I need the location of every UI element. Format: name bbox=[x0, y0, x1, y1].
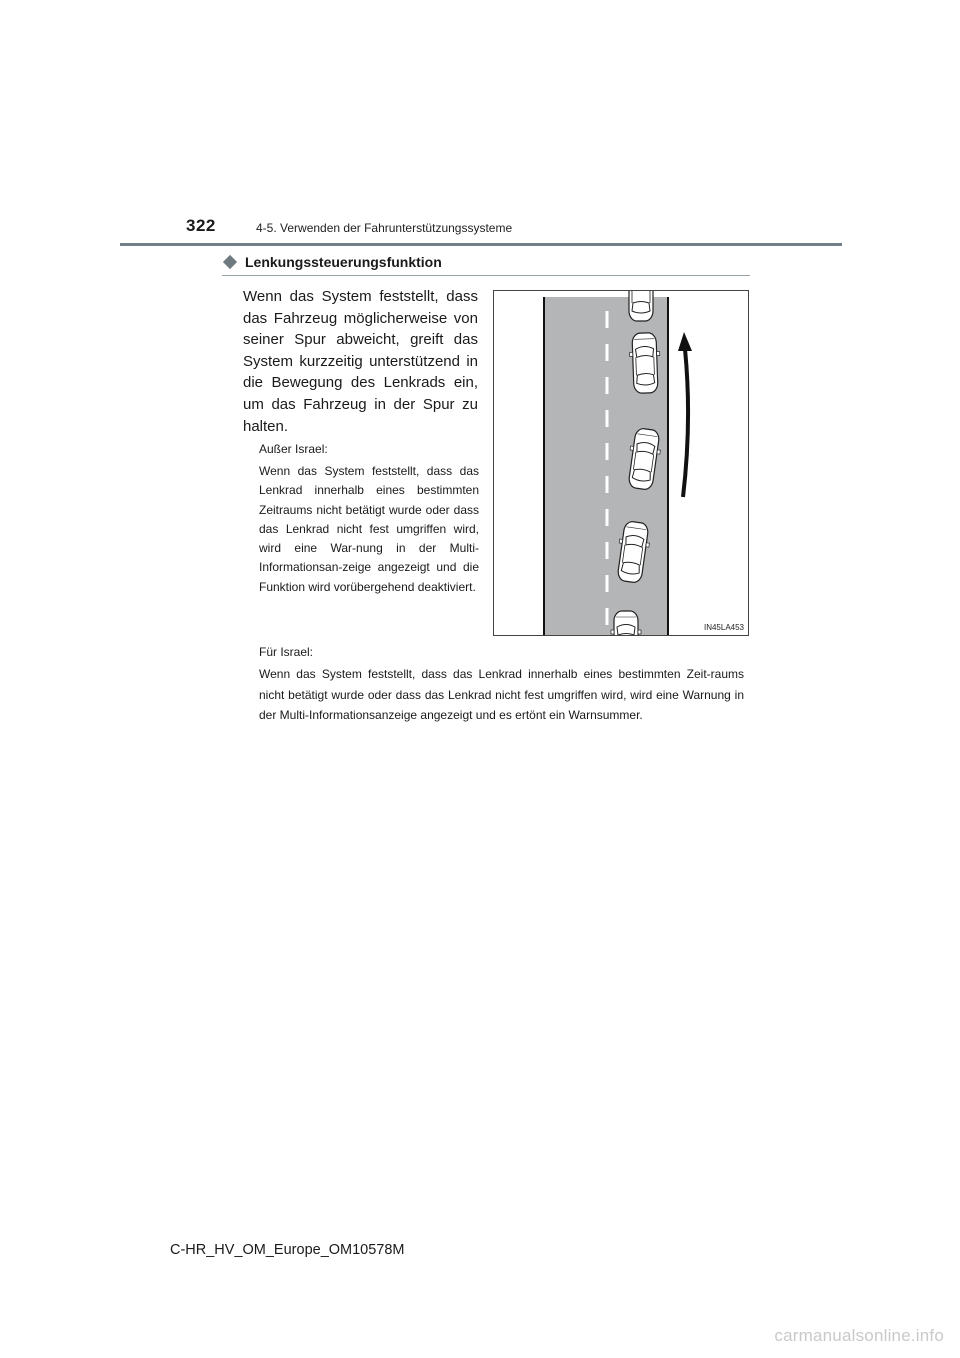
diamond-bullet-icon bbox=[223, 255, 237, 269]
chapter-title: 4-5. Verwenden der Fahrunterstützungssysteme bbox=[256, 221, 513, 235]
lane-assist-figure bbox=[493, 290, 749, 636]
main-paragraph: Wenn das System feststellt, dass das Fahrzeug möglicherweise von seiner Spur abweicht, greift das System kurzzeitig unterstützend in die Bewegung des Lenkrads ein, um das Fahrzeug in der Spur zu halten. bbox=[243, 288, 478, 435]
figure-id: IN45LA453 bbox=[703, 623, 744, 632]
car-top bbox=[626, 291, 656, 321]
note-label-israel: Für Israel: bbox=[259, 645, 314, 659]
header-divider bbox=[120, 243, 842, 246]
page-number: 322 bbox=[186, 216, 216, 235]
section-heading-text: Lenkungssteuerungsfunktion bbox=[245, 254, 442, 270]
arrow-head bbox=[678, 332, 692, 351]
section-heading bbox=[222, 253, 750, 276]
lane-illustration bbox=[494, 291, 748, 635]
watermark: carmanualsonline.info bbox=[774, 1326, 944, 1345]
car-1 bbox=[629, 332, 661, 393]
note-paragraph-israel: Wenn das System feststellt, dass das Lenkrad innerhalb eines bestimmten Zeit-raums nicht betätigt wurde oder dass das Lenkrad nicht fest umgriffen wird, wird eine Warnung in der Multi-Informationsanzeige angezeigt und es ertönt ein Warnsummer. bbox=[259, 667, 744, 722]
note-label-except-israel: Außer Israel: bbox=[259, 442, 328, 456]
note-paragraph-except-israel: Wenn das System feststellt, dass das Lenkrad innerhalb eines bestimmten Zeitraums nicht betätigt wurde oder dass das Lenkrad nicht fest umgriffen wird, wird eine War-nung in der Multi-Informationsan-zeige angezeigt und die Funktion wird vorübergehend deaktiviert. bbox=[259, 464, 479, 594]
steering-arrow bbox=[683, 349, 688, 497]
car-bottom bbox=[611, 611, 641, 635]
footer-document-id: C-HR_HV_OM_Europe_OM10578M bbox=[170, 1242, 405, 1258]
